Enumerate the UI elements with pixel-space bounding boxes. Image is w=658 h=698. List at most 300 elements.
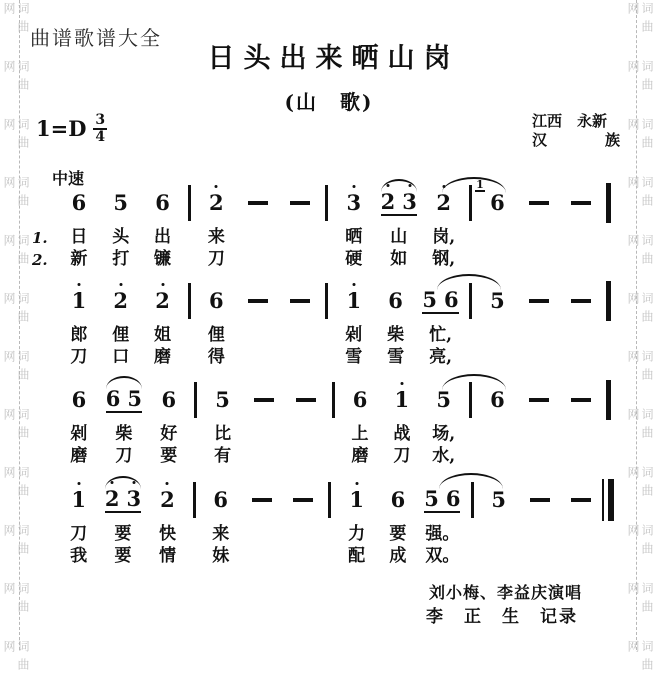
lyric-verse1 bbox=[560, 226, 602, 248]
octave-dot bbox=[166, 482, 169, 485]
note-digit: 6 bbox=[155, 190, 170, 215]
note-area bbox=[99, 477, 147, 523]
barline-cell bbox=[465, 278, 477, 370]
note-digit: 6 bbox=[71, 190, 87, 215]
note-area bbox=[237, 180, 279, 226]
note-digit: 6 bbox=[490, 190, 505, 215]
lyric-verse1 bbox=[518, 324, 560, 346]
note-glyph bbox=[113, 192, 128, 214]
lyric-verse1 bbox=[518, 226, 560, 248]
note-area bbox=[183, 278, 195, 324]
watermark-text: 词曲网 bbox=[626, 2, 654, 38]
dash-note-cell bbox=[279, 278, 321, 370]
note-glyph bbox=[380, 188, 417, 216]
dash-note-cell bbox=[518, 377, 560, 469]
lyric-verse2: 要 bbox=[160, 446, 178, 466]
barline bbox=[328, 482, 331, 518]
lyric-verse1 bbox=[602, 324, 614, 346]
lyric-verse2 bbox=[602, 346, 614, 368]
note-glyph bbox=[71, 489, 86, 511]
system-4 bbox=[58, 477, 614, 569]
lyric-verse2: 得 bbox=[207, 347, 225, 367]
barline bbox=[606, 183, 611, 223]
barline-cell bbox=[465, 377, 477, 469]
lyric-verse1 bbox=[285, 423, 327, 445]
lyric-verse2 bbox=[477, 346, 519, 368]
note-cell bbox=[202, 377, 244, 469]
note-digit: 1 bbox=[395, 389, 410, 411]
lyric-verse2 bbox=[190, 445, 202, 467]
barline bbox=[602, 479, 614, 521]
note-glyph bbox=[104, 485, 142, 513]
note-glyph bbox=[105, 385, 142, 413]
lyric-verse2: 亮, bbox=[429, 347, 452, 367]
watermark-text: 词曲网 bbox=[2, 2, 30, 38]
lyric-verse1: 好 bbox=[160, 424, 178, 444]
note-digit: 5 bbox=[127, 385, 142, 411]
dash-note-cell bbox=[561, 477, 602, 569]
octave-dot bbox=[77, 283, 80, 286]
watermark-text: 词曲网 bbox=[2, 234, 30, 270]
note-glyph bbox=[215, 389, 230, 411]
lyric-verse2 bbox=[283, 545, 324, 567]
lyric-verse2 bbox=[237, 248, 279, 270]
duration-dash bbox=[254, 398, 274, 402]
barline bbox=[194, 382, 197, 418]
lyric-verse2 bbox=[561, 545, 602, 567]
note-area bbox=[147, 477, 188, 523]
duration-dash bbox=[571, 201, 591, 205]
note-digit: 6 bbox=[444, 286, 459, 312]
note-area bbox=[336, 477, 377, 523]
note-digit: 1 bbox=[72, 290, 87, 312]
lyric-verse1 bbox=[465, 324, 477, 346]
slur-arc bbox=[439, 473, 503, 489]
octave-dot bbox=[119, 283, 122, 286]
duration-dash bbox=[571, 398, 591, 402]
lyric-verse1: 俚 bbox=[207, 325, 225, 345]
octave-dot bbox=[352, 185, 355, 188]
watermark-text: 词曲网 bbox=[2, 60, 30, 96]
dash-note-cell bbox=[237, 278, 279, 370]
barline-cell bbox=[190, 377, 202, 469]
note-glyph bbox=[422, 286, 459, 314]
lyric-verse2 bbox=[244, 445, 286, 467]
note-digit: 6 bbox=[105, 385, 121, 411]
lyric-verse2 bbox=[518, 445, 560, 467]
lyric-verse1 bbox=[324, 523, 336, 545]
watermark-text: 词曲网 bbox=[626, 176, 654, 212]
site-label: 曲谱歌谱大全 bbox=[30, 26, 162, 50]
lyric-verse1: 要 bbox=[114, 524, 132, 544]
dash-note-cell bbox=[560, 377, 602, 469]
note-area bbox=[602, 377, 614, 423]
lyric-verse1: 刀 bbox=[70, 524, 88, 544]
duration-dash bbox=[252, 498, 272, 502]
note-area bbox=[237, 278, 279, 324]
lyric-verse2 bbox=[279, 248, 321, 270]
duration-dash bbox=[529, 201, 549, 205]
note-area bbox=[602, 278, 614, 324]
lyric-verse1 bbox=[321, 324, 333, 346]
lyric-verse2: 刀 bbox=[115, 446, 133, 466]
lyric-verse1: 强。 bbox=[425, 524, 460, 544]
origin-ethnicity-left: 汉 bbox=[532, 131, 548, 149]
lyric-verse1 bbox=[279, 226, 321, 248]
duration-dash bbox=[571, 498, 591, 502]
lyric-verse2: 刀 bbox=[393, 446, 411, 466]
note-cell bbox=[100, 180, 142, 272]
note-digit: 3 bbox=[402, 191, 417, 213]
note-area bbox=[417, 278, 465, 324]
lyric-verse2: 有 bbox=[214, 446, 232, 466]
lyric-verse2 bbox=[518, 346, 560, 368]
watermark-text: 词曲网 bbox=[626, 118, 654, 154]
lyric-verse1: 力 bbox=[348, 524, 366, 544]
lyric-verse2: 我 bbox=[70, 546, 88, 566]
dash-note-cell bbox=[560, 180, 602, 272]
note-digit: 6 bbox=[388, 288, 403, 313]
note-area bbox=[183, 180, 195, 226]
lyric-verse1 bbox=[465, 226, 477, 248]
time-signature-numerator: 3 bbox=[95, 112, 106, 128]
lyric-verse1 bbox=[477, 423, 519, 445]
lyric-verse2: 钢, bbox=[432, 249, 456, 269]
duration-dash bbox=[529, 299, 549, 303]
note-digit: 5 bbox=[422, 286, 438, 312]
note-area bbox=[100, 180, 142, 226]
note-cell bbox=[100, 278, 142, 370]
lyric-verse2 bbox=[602, 445, 614, 467]
lyric-verse1 bbox=[241, 523, 282, 545]
note-glyph bbox=[353, 389, 368, 411]
lyric-verse1 bbox=[519, 523, 560, 545]
note-area bbox=[142, 278, 184, 324]
octave-dot bbox=[161, 283, 164, 286]
note-digit: 6 bbox=[213, 487, 229, 512]
lyric-verse2 bbox=[465, 248, 477, 270]
note-area bbox=[195, 180, 237, 226]
watermark-text: 词曲网 bbox=[626, 234, 654, 270]
octave-dot bbox=[352, 283, 355, 286]
lyric-verse1: 来 bbox=[207, 227, 225, 247]
note-digit: 5 bbox=[436, 387, 451, 412]
note-digit: 3 bbox=[346, 192, 361, 214]
note-area bbox=[58, 477, 99, 523]
lyric-verse2: 磨 bbox=[154, 347, 172, 367]
transcriber-credit: 李 正 生 记录 bbox=[426, 607, 578, 627]
lyric-verse1: 要 bbox=[389, 524, 407, 544]
note-digit: 3 bbox=[127, 488, 142, 510]
barline-cell bbox=[602, 377, 614, 469]
lyric-verse1: 场, bbox=[432, 424, 456, 444]
lyric-verse2: 打 bbox=[112, 249, 130, 269]
note-area bbox=[244, 377, 286, 423]
time-signature-denominator: 4 bbox=[95, 129, 106, 145]
note-glyph bbox=[346, 290, 361, 312]
note-area bbox=[518, 278, 560, 324]
dash-note-cell bbox=[560, 278, 602, 370]
system-2 bbox=[58, 278, 614, 370]
note-digit: 1 bbox=[349, 489, 364, 511]
note-digit: 5 bbox=[113, 190, 129, 215]
note-digit: 5 bbox=[424, 485, 439, 511]
note-area bbox=[142, 180, 184, 226]
note-area bbox=[283, 477, 324, 523]
note-area bbox=[377, 477, 418, 523]
note-glyph bbox=[209, 290, 224, 312]
barline-cell bbox=[602, 278, 614, 370]
origin-ethnicity bbox=[532, 131, 620, 150]
lyric-verse2: 雪 bbox=[345, 347, 363, 367]
duration-dash bbox=[293, 498, 313, 502]
note-cell bbox=[58, 278, 100, 370]
note-glyph bbox=[155, 192, 170, 214]
note-glyph bbox=[346, 192, 361, 214]
dash-note-cell bbox=[518, 180, 560, 272]
note-glyph bbox=[72, 290, 87, 312]
note-area bbox=[324, 477, 336, 523]
lyric-verse2 bbox=[324, 545, 336, 567]
note-area bbox=[200, 477, 241, 523]
performer-credit: 刘小梅、李益庆演唱 bbox=[428, 583, 582, 602]
lyric-verse2 bbox=[327, 445, 339, 467]
note-area bbox=[327, 377, 339, 423]
note-cell bbox=[99, 477, 147, 569]
note-glyph bbox=[349, 489, 364, 511]
barline-cell bbox=[465, 180, 477, 272]
lyric-verse1: 头 bbox=[112, 227, 130, 247]
lyric-verse2 bbox=[560, 248, 602, 270]
dash-note-cell bbox=[283, 477, 324, 569]
duration-dash bbox=[530, 498, 550, 502]
note-area bbox=[518, 377, 560, 423]
note-area bbox=[148, 377, 190, 423]
lyric-verse1: 快 bbox=[158, 524, 176, 544]
note-cell bbox=[333, 278, 375, 370]
lyric-verse1 bbox=[327, 423, 339, 445]
barline bbox=[188, 283, 191, 319]
note-glyph bbox=[391, 489, 406, 511]
note-cell bbox=[375, 180, 423, 272]
lyric-verse1 bbox=[321, 226, 333, 248]
note-area bbox=[279, 278, 321, 324]
watermark-text: 词曲网 bbox=[2, 176, 30, 212]
lyric-verse1 bbox=[477, 226, 519, 248]
lyric-verse2: 要 bbox=[114, 546, 132, 566]
lyric-verse1 bbox=[561, 523, 602, 545]
note-cell bbox=[477, 377, 519, 469]
lyric-verse1: 日 bbox=[70, 227, 88, 247]
watermark-text: 词曲网 bbox=[2, 640, 30, 676]
note-glyph bbox=[490, 389, 505, 411]
lyric-verse1: 晒 bbox=[345, 227, 363, 247]
note-area bbox=[419, 477, 467, 523]
note-glyph bbox=[72, 389, 87, 411]
watermark-text: 词曲网 bbox=[626, 408, 654, 444]
note-glyph bbox=[388, 290, 403, 312]
lyric-verse2: 硬 bbox=[345, 249, 363, 269]
lyric-verse2 bbox=[560, 346, 602, 368]
lyric-verse2 bbox=[518, 248, 560, 270]
slur-arc bbox=[437, 274, 501, 290]
note-cell bbox=[333, 180, 375, 272]
lyric-verse1 bbox=[602, 423, 614, 445]
barline-cell bbox=[602, 180, 614, 272]
duration-dash bbox=[571, 299, 591, 303]
note-area bbox=[58, 377, 100, 423]
lyric-verse1 bbox=[478, 523, 519, 545]
note-cell bbox=[195, 278, 237, 370]
lyric-verse2 bbox=[602, 248, 614, 270]
note-glyph bbox=[209, 192, 224, 214]
note-glyph bbox=[491, 489, 506, 511]
verse-number: 2. bbox=[32, 251, 48, 269]
lyric-verse1 bbox=[477, 324, 519, 346]
lyric-verse2: 雪 bbox=[387, 347, 405, 367]
lyric-verse1: 来 bbox=[212, 524, 230, 544]
lyric-verse1 bbox=[465, 423, 477, 445]
lyric-verse2 bbox=[465, 445, 477, 467]
note-digit: 6 bbox=[390, 487, 406, 512]
verse-numbers bbox=[32, 227, 48, 271]
lyric-verse1 bbox=[188, 523, 200, 545]
lyric-verse1: 俚 bbox=[112, 325, 130, 345]
note-area bbox=[423, 180, 465, 226]
note-glyph bbox=[436, 192, 451, 214]
note-area bbox=[375, 278, 417, 324]
note-area bbox=[602, 180, 614, 226]
note-area bbox=[333, 180, 375, 226]
watermark-text: 词曲网 bbox=[2, 524, 30, 560]
origin-region: 江西 永新 bbox=[532, 112, 608, 130]
dash-note-cell bbox=[244, 377, 286, 469]
note-cell bbox=[377, 477, 418, 569]
note-cell bbox=[375, 278, 417, 370]
slur-arc bbox=[106, 376, 142, 389]
watermark-text: 词曲网 bbox=[626, 292, 654, 328]
note-cell bbox=[195, 180, 237, 272]
lyric-verse2 bbox=[321, 248, 333, 270]
duration-dash bbox=[248, 201, 268, 205]
note-glyph bbox=[213, 489, 228, 511]
lyric-verse2 bbox=[465, 346, 477, 368]
lyric-verse2: 如 bbox=[390, 249, 408, 269]
lyric-verse2 bbox=[602, 545, 614, 567]
lyric-verse2 bbox=[321, 346, 333, 368]
barline bbox=[188, 185, 191, 221]
lyric-verse1 bbox=[518, 423, 560, 445]
lyric-verse1: 剁 bbox=[70, 424, 88, 444]
lyric-verse1 bbox=[183, 226, 195, 248]
lyric-verse1 bbox=[466, 523, 478, 545]
lyric-verse2 bbox=[279, 346, 321, 368]
lyric-verse2: 磨 bbox=[70, 446, 88, 466]
origin-block bbox=[532, 112, 620, 150]
lyric-verse2 bbox=[188, 545, 200, 567]
note-cell bbox=[336, 477, 377, 569]
grace-note: 1 bbox=[476, 178, 484, 191]
barline-cell bbox=[602, 477, 614, 569]
lyric-verse1: 战 bbox=[393, 424, 411, 444]
note-area bbox=[100, 377, 148, 423]
lyric-verse1 bbox=[560, 423, 602, 445]
note-area bbox=[279, 180, 321, 226]
lyric-verse1: 忙, bbox=[429, 325, 452, 345]
note-digit: 5 bbox=[490, 288, 505, 313]
lyric-verse2 bbox=[237, 346, 279, 368]
dash-note-cell bbox=[279, 180, 321, 272]
note-cell bbox=[339, 377, 381, 469]
lyric-verse2: 成 bbox=[389, 546, 407, 566]
barline-cell bbox=[327, 377, 339, 469]
octave-dot bbox=[355, 482, 358, 485]
lyric-verse1 bbox=[283, 523, 324, 545]
note-digit: 2 bbox=[105, 488, 120, 510]
note-glyph bbox=[155, 290, 170, 312]
watermark-text: 词曲网 bbox=[2, 466, 30, 502]
note-digit: 2 bbox=[436, 192, 451, 214]
key-signature bbox=[36, 112, 107, 144]
note-cell bbox=[477, 180, 519, 272]
slur-arc bbox=[105, 476, 141, 489]
dash-note-cell bbox=[519, 477, 560, 569]
note-area bbox=[518, 180, 560, 226]
barline-cell bbox=[321, 180, 333, 272]
note-digit: 2 bbox=[113, 290, 128, 312]
lyric-verse2 bbox=[241, 545, 282, 567]
note-glyph bbox=[490, 290, 505, 312]
lyric-verse1: 上 bbox=[351, 424, 369, 444]
lyric-verse1: 岗, bbox=[432, 227, 456, 247]
lyric-verse1: 比 bbox=[214, 424, 232, 444]
note-cell bbox=[419, 477, 467, 569]
note-cell bbox=[100, 377, 148, 469]
note-cell bbox=[477, 278, 519, 370]
lyric-verse1: 剁 bbox=[345, 325, 363, 345]
note-cell bbox=[381, 377, 423, 469]
lyric-verse1: 柴 bbox=[387, 325, 405, 345]
lyric-verse1 bbox=[602, 523, 614, 545]
note-digit: 2 bbox=[155, 290, 170, 312]
note-area bbox=[560, 278, 602, 324]
note-digit: 6 bbox=[445, 485, 461, 511]
lyric-verse2: 情 bbox=[158, 546, 176, 566]
duration-dash bbox=[296, 398, 316, 402]
note-area bbox=[58, 180, 100, 226]
note-digit: 1 bbox=[346, 290, 361, 312]
song-title: 日头出来晒山岗 bbox=[207, 43, 460, 74]
note-area bbox=[561, 477, 602, 523]
watermark-text: 词曲网 bbox=[626, 582, 654, 618]
lyric-verse1 bbox=[602, 226, 614, 248]
barline-cell bbox=[183, 278, 195, 370]
verse-number: 1. bbox=[32, 229, 48, 247]
lyric-verse1 bbox=[279, 324, 321, 346]
note-cell bbox=[142, 278, 184, 370]
note-digit: 2 bbox=[160, 489, 175, 511]
lyric-verse2 bbox=[477, 248, 519, 270]
lyric-verse2: 双。 bbox=[425, 546, 460, 566]
dash-note-cell bbox=[518, 278, 560, 370]
lyric-verse2: 镰 bbox=[154, 249, 172, 269]
note-glyph bbox=[72, 192, 87, 214]
note-area bbox=[100, 278, 142, 324]
lyric-verse2 bbox=[183, 248, 195, 270]
lyric-verse1: 郎 bbox=[70, 325, 88, 345]
lyric-verse1 bbox=[237, 226, 279, 248]
lyric-verse2: 妹 bbox=[212, 546, 230, 566]
